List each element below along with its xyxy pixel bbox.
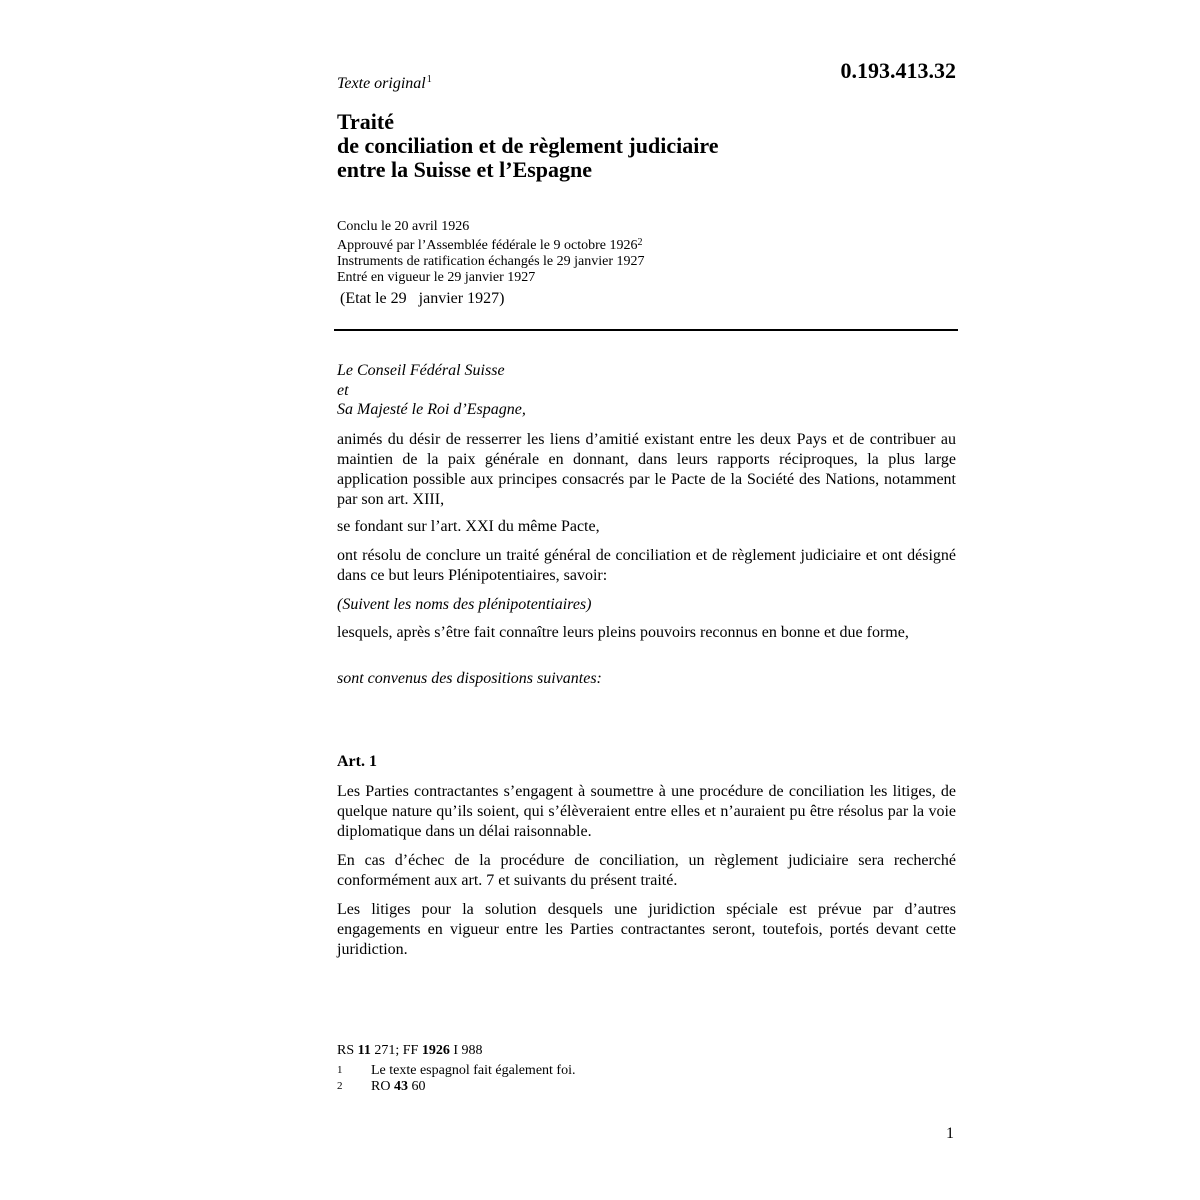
page-number: 1 (946, 1125, 954, 1142)
preamble-paragraph-1: animés du désir de resserrer les liens d’amitié existant entre les deux Pays et de contribuer au maintien de la paix générale en donnant, dans leurs rapports réciproques, la plus large application possible aux principes consacrés par le Pacte de la Société des Nations, notamment par son art. XIII, (337, 431, 956, 508)
preamble-party-2: Sa Majesté le Roi d’Espagne, (337, 401, 526, 418)
ref-ff-year: 1926 (421, 1043, 450, 1058)
footnote-1-number: 1 (337, 1064, 343, 1076)
article-1-paragraph-1: Les Parties contractantes s’engagent à soumettre à une procédure de conciliation les litiges, de quelque nature qu’ils soient, qui s’élèveraient entre elles et n’auraient pu être résolus par la voie diplomatique dans un délai raisonnable. (337, 783, 956, 840)
preamble-paragraph-3: ont résolu de conclure un traité général de conciliation et de règlement judiciaire et ont désigné dans ce but leurs Plénipotentiaires, savoir: (337, 547, 956, 584)
footnote-2 (337, 1079, 575, 1095)
preamble-party-1: Le Conseil Fédéral Suisse (337, 362, 505, 379)
concluded-date: Conclu le 20 avril 1926 (337, 219, 470, 234)
article-1-heading: Art. 1 (337, 753, 377, 770)
footnote-ref-2[interactable]: 2 (637, 237, 643, 248)
approved-date (337, 235, 645, 254)
source-reference (337, 1043, 575, 1059)
ref-rs: RS (337, 1043, 358, 1058)
footnote-ref-1[interactable]: 1 (426, 74, 432, 85)
original-label-text: Texte original (337, 75, 426, 92)
title-line-2: de conciliation et de règlement judiciaire (337, 133, 719, 158)
document-number: 0.193.413.32 (840, 58, 956, 83)
header-divider (334, 329, 958, 331)
preamble-paragraph-2: se fondant sur l’art. XXI du même Pacte, (337, 518, 600, 535)
ratification-date: Instruments de ratification échangés le 29 janvier 1927 (337, 254, 645, 269)
approved-text: Approuvé par l’Assemblée fédérale le 9 octobre 1926 (337, 238, 638, 253)
fn2-ro: RO (371, 1079, 394, 1094)
article-1-paragraph-3: Les litiges pour la solution desquels une juridiction spéciale est prévue par d’autres engagements en vigueur entre les Parties contractantes seront, toutefois, portés devant cette juridiction. (337, 901, 956, 958)
footnote-2-text (371, 1079, 425, 1095)
footnote-1 (337, 1063, 575, 1079)
preamble-closing: sont convenus des dispositions suivantes: (337, 670, 602, 687)
treaty-title (337, 110, 718, 182)
ref-ff: 271; FF (370, 1043, 422, 1058)
original-text-label (337, 74, 432, 93)
preamble-and: et (337, 382, 349, 399)
preamble-paragraph-5: lesquels, après s’être fait connaître leurs pleins pouvoirs reconnus en bonne et due forme, (337, 624, 909, 641)
fn2-page: 60 (407, 1079, 426, 1094)
in-force-date: Entré en vigueur le 29 janvier 1927 (337, 270, 536, 285)
treaty-metadata (337, 219, 645, 286)
title-line-3: entre la Suisse et l’Espagne (337, 157, 593, 182)
title-line-1: Traité (337, 109, 395, 134)
footnote-2-number: 2 (337, 1080, 343, 1092)
footnote-1-text: Le texte espagnol fait également foi. (371, 1063, 576, 1078)
status-date: (Etat le 29 janvier 1927) (340, 290, 505, 307)
article-1-paragraph-2: En cas d’échec de la procédure de conciliation, un règlement judiciaire sera recherché conformément aux art. 7 et suivants du présent traité. (337, 852, 956, 889)
ref-rs-volume: 11 (357, 1043, 371, 1058)
preamble-plenipotentiaries: (Suivent les noms des plénipotentiaires) (337, 596, 592, 613)
ref-tail: I 988 (449, 1043, 483, 1058)
footnotes (337, 1043, 575, 1095)
fn2-volume: 43 (393, 1079, 408, 1094)
